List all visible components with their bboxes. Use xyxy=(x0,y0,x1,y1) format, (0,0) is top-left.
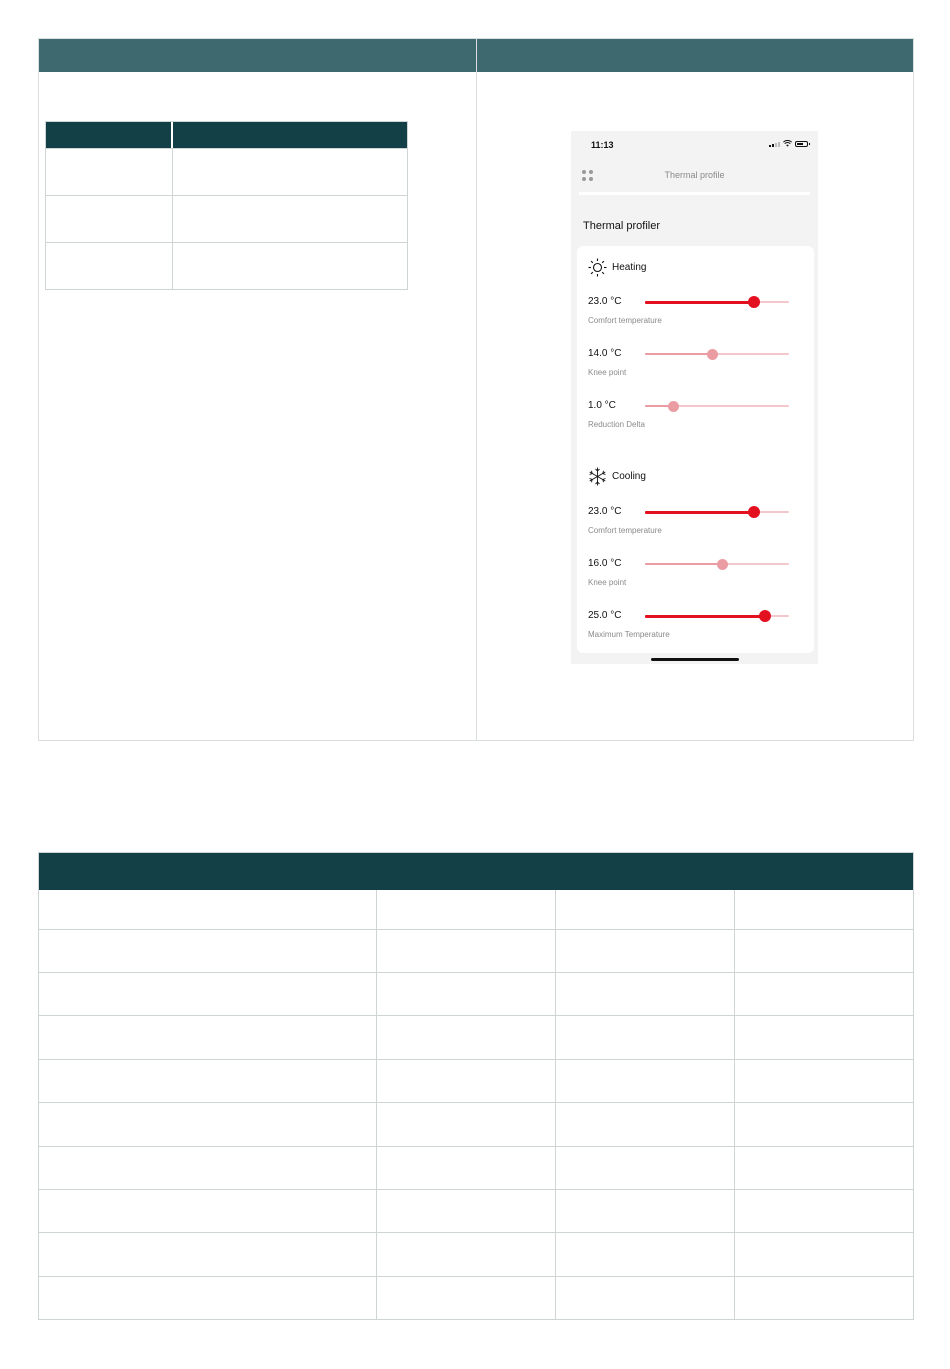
thermal-card xyxy=(577,246,814,653)
slider-track[interactable] xyxy=(645,615,789,617)
cooling-slider-row xyxy=(588,610,793,640)
table-row xyxy=(39,1060,913,1103)
slider-caption: Knee point xyxy=(588,578,627,587)
nav-title: Thermal profile xyxy=(664,170,725,180)
left-panel-header xyxy=(39,39,476,72)
table-cell xyxy=(377,930,556,972)
table-cell xyxy=(735,1233,913,1276)
heating-slider-row xyxy=(588,296,793,326)
heating-title: Heating xyxy=(612,262,647,273)
data-table-header xyxy=(39,853,913,890)
slider-caption: Comfort temperature xyxy=(588,316,662,325)
status-icons xyxy=(769,140,808,147)
snowflake-icon xyxy=(588,467,607,486)
nav-underline xyxy=(579,192,810,195)
table-cell xyxy=(735,973,913,1015)
slider-caption: Maximum Temperature xyxy=(588,630,670,639)
slider-value: 23.0 °C xyxy=(588,506,622,517)
slider-track[interactable] xyxy=(645,563,789,565)
table-cell xyxy=(735,1147,913,1189)
table-cell xyxy=(377,973,556,1015)
status-time: 11:13 xyxy=(591,140,614,150)
heating-slider-row xyxy=(588,400,793,430)
panel-divider xyxy=(476,39,477,740)
slider-value: 23.0 °C xyxy=(588,296,622,307)
phone-screenshot xyxy=(571,131,818,664)
slider-thumb[interactable] xyxy=(717,559,728,570)
table-cell xyxy=(39,1233,377,1276)
table-cell xyxy=(377,1103,556,1146)
table-row xyxy=(39,973,913,1016)
slider-value: 16.0 °C xyxy=(588,558,622,569)
slider-value: 25.0 °C xyxy=(588,610,622,621)
slider-fill xyxy=(645,615,765,618)
cellular-signal-icon xyxy=(769,142,780,147)
table-row xyxy=(39,1233,913,1277)
slider-thumb[interactable] xyxy=(707,349,718,360)
table-row xyxy=(39,1103,913,1147)
table-row xyxy=(39,890,913,930)
table-cell xyxy=(556,930,735,972)
table-cell xyxy=(39,1147,377,1189)
table-cell xyxy=(556,1190,735,1232)
slider-caption: Reduction Delta xyxy=(588,420,645,429)
slider-value: 14.0 °C xyxy=(588,348,622,359)
small-table xyxy=(45,121,408,290)
table-cell xyxy=(39,1103,377,1146)
table-row xyxy=(39,1016,913,1060)
heating-header xyxy=(588,258,646,277)
sun-icon xyxy=(588,258,607,277)
table-row xyxy=(39,930,913,973)
slider-thumb[interactable] xyxy=(748,296,760,308)
table-cell xyxy=(556,1060,735,1102)
table-cell xyxy=(39,890,377,929)
table-cell xyxy=(39,1060,377,1102)
table-cell xyxy=(39,973,377,1015)
table-cell xyxy=(735,1190,913,1232)
slider-track[interactable] xyxy=(645,353,789,355)
table-row xyxy=(39,1277,913,1319)
battery-icon xyxy=(795,141,808,147)
slider-fill xyxy=(645,301,754,304)
table-cell xyxy=(39,930,377,972)
table-cell xyxy=(556,1016,735,1059)
heating-slider-row xyxy=(588,348,793,378)
table-cell xyxy=(377,1060,556,1102)
table-cell xyxy=(377,1016,556,1059)
table-row xyxy=(39,1190,913,1233)
table-cell xyxy=(735,1060,913,1102)
table-cell xyxy=(377,1190,556,1232)
right-panel-header xyxy=(477,39,913,72)
table-cell xyxy=(735,930,913,972)
section-title: Thermal profiler xyxy=(583,220,661,232)
table-cell xyxy=(735,1016,913,1059)
table-cell xyxy=(39,1016,377,1059)
slider-thumb[interactable] xyxy=(668,401,679,412)
small-table-header xyxy=(46,122,407,148)
table-cell xyxy=(735,1103,913,1146)
slider-thumb[interactable] xyxy=(759,610,771,622)
slider-track[interactable] xyxy=(645,405,789,407)
table-cell xyxy=(735,890,913,929)
wifi-icon xyxy=(783,140,792,147)
cooling-slider-row xyxy=(588,506,793,536)
cooling-title: Cooling xyxy=(612,471,646,482)
table-cell xyxy=(556,1233,735,1276)
table-cell xyxy=(377,1147,556,1189)
cooling-header xyxy=(588,467,646,486)
slider-fill xyxy=(645,563,723,565)
table-cell xyxy=(556,1103,735,1146)
table-row xyxy=(46,242,407,289)
table-cell xyxy=(377,1233,556,1276)
table-cell xyxy=(556,890,735,929)
home-indicator xyxy=(651,658,739,661)
table-row xyxy=(46,195,407,242)
slider-fill xyxy=(645,511,754,514)
slider-value: 1.0 °C xyxy=(588,400,616,411)
slider-caption: Knee point xyxy=(588,368,627,377)
table-cell xyxy=(556,1147,735,1189)
slider-track[interactable] xyxy=(645,511,789,513)
table-row xyxy=(39,1147,913,1190)
slider-thumb[interactable] xyxy=(748,506,760,518)
table-cell xyxy=(377,890,556,929)
table-row xyxy=(46,148,407,195)
table-cell xyxy=(556,973,735,1015)
table-cell xyxy=(377,1277,556,1319)
slider-fill xyxy=(645,353,713,355)
slider-caption: Comfort temperature xyxy=(588,526,662,535)
table-cell xyxy=(735,1277,913,1319)
cooling-slider-row xyxy=(588,558,793,588)
data-table xyxy=(38,852,914,1320)
table-cell xyxy=(556,1277,735,1319)
table-cell xyxy=(39,1190,377,1232)
slider-track[interactable] xyxy=(645,301,789,303)
table-cell xyxy=(39,1277,377,1319)
